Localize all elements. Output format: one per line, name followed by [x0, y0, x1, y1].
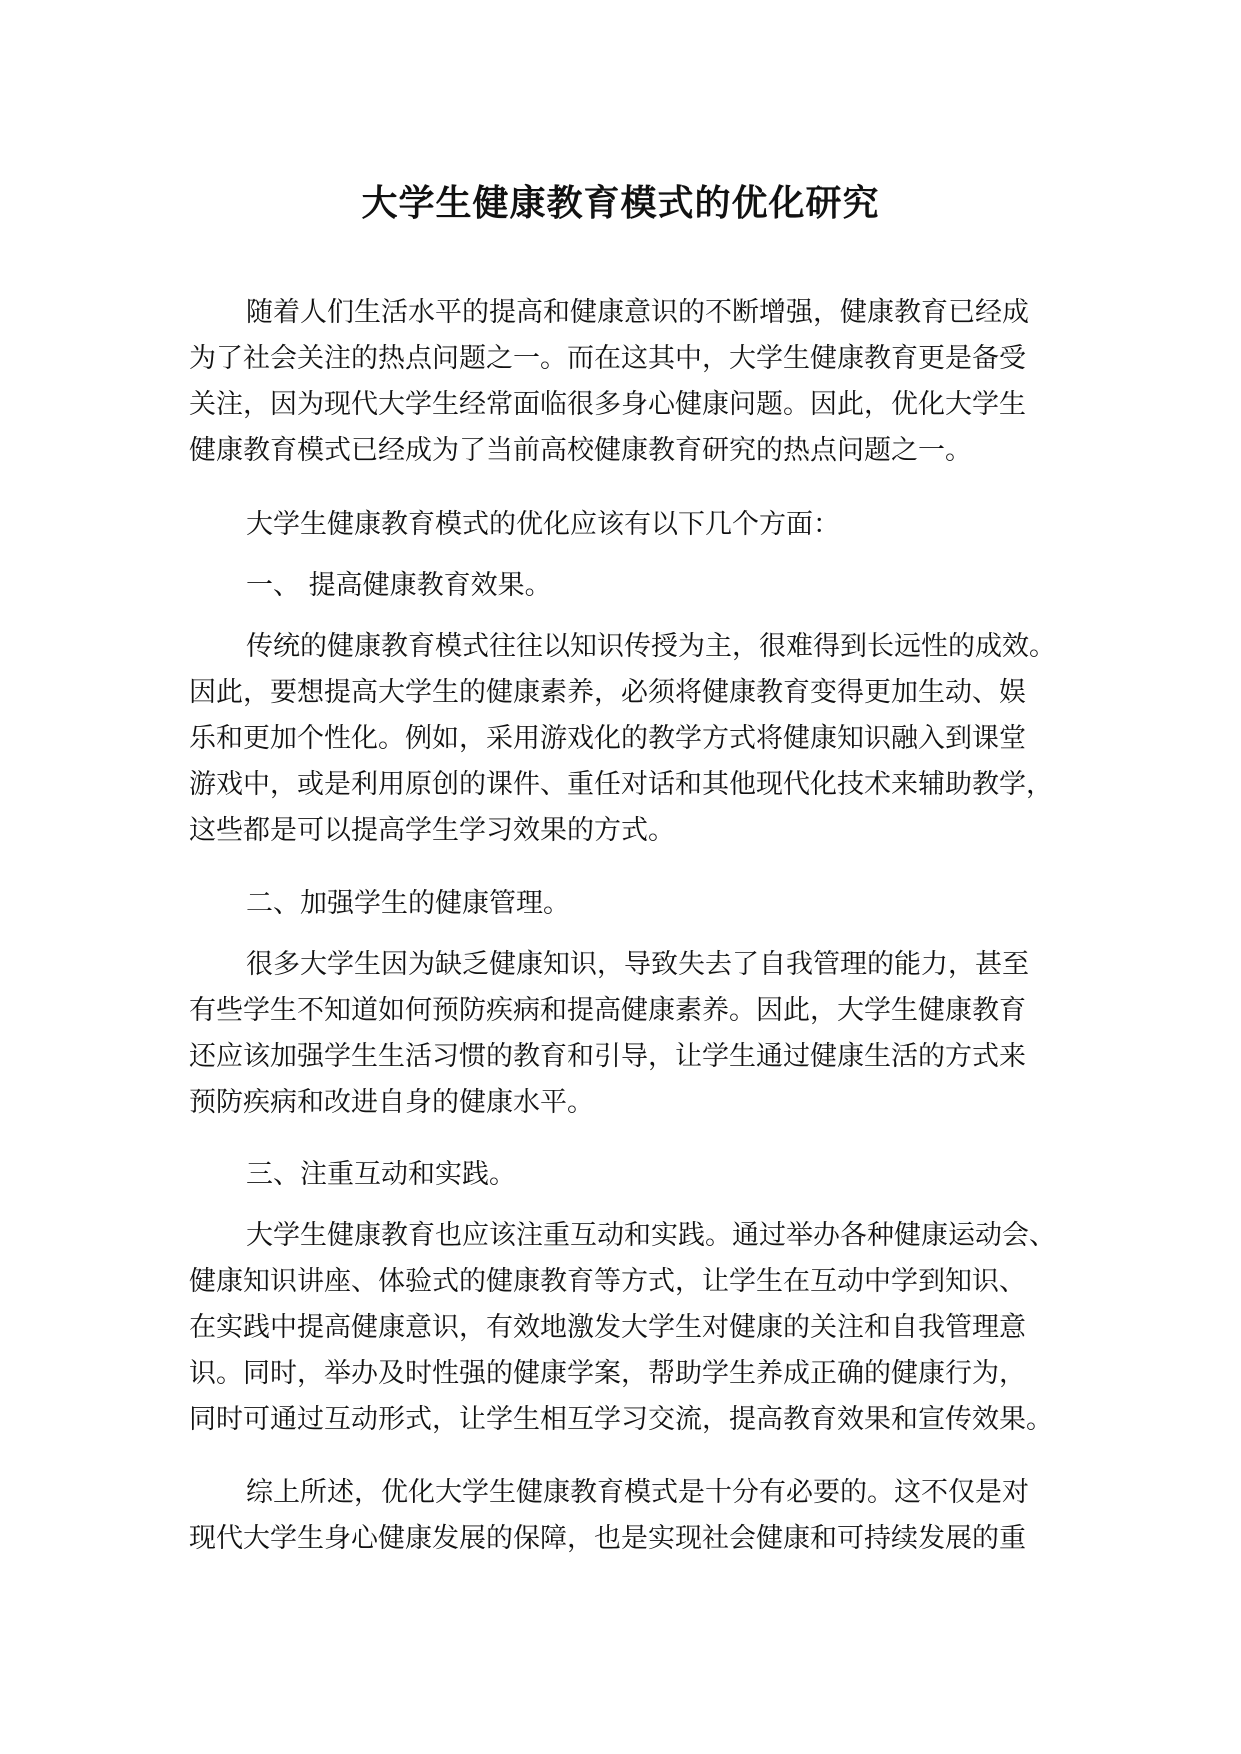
paragraph-line: 很多大学生因为缺乏健康知识，导致失去了自我管理的能力，甚至: [246, 949, 1029, 980]
paragraph-line: 因此，要想提高大学生的健康素养，必须将健康教育变得更加生动、娱: [189, 677, 1026, 708]
paragraph-line: 健康知识讲座、体验式的健康教育等方式，让学生在互动中学到知识、: [189, 1266, 1026, 1297]
paragraph-line: 大学生健康教育也应该注重互动和实践。通过举办各种健康运动会、: [246, 1220, 1056, 1251]
paragraph-line: 识。同时，举办及时性强的健康学案，帮助学生养成正确的健康行为，: [189, 1358, 1026, 1389]
heading-line: 一、 提高健康教育效果。: [246, 570, 552, 601]
paragraph-section-1: [189, 624, 1069, 854]
paragraph-line: 预防疾病和改进自身的健康水平。: [189, 1087, 594, 1118]
paragraph-line: 传统的健康教育模式往往以知识传授为主，很难得到长远性的成效。: [246, 631, 1056, 662]
paragraph-line: 现代大学生身心健康发展的保障，也是实现社会健康和可持续发展的重: [189, 1523, 1026, 1554]
paragraph-line: 还应该加强学生生活习惯的教育和引导，让学生通过健康生活的方式来: [189, 1041, 1026, 1072]
section-heading-1: [189, 563, 1069, 609]
document-title: 大学生健康教育模式的优化研究: [361, 183, 880, 224]
paragraph-line: 为了社会关注的热点问题之一。而在这其中，大学生健康教育更是备受: [189, 343, 1026, 374]
paragraph-line: 游戏中，或是利用原创的课件、重任对话和其他现代化技术来辅助教学，: [189, 769, 1053, 800]
paragraph-line: 健康教育模式已经成为了当前高校健康教育研究的热点问题之一。: [189, 435, 972, 466]
section-heading-2: [189, 881, 1069, 927]
paragraph-line: 随着人们生活水平的提高和健康意识的不断增强，健康教育已经成: [246, 297, 1029, 328]
paragraph-line: 乐和更加个性化。例如，采用游戏化的教学方式将健康知识融入到课堂: [189, 723, 1026, 754]
paragraph-line: 综上所述，优化大学生健康教育模式是十分有必要的。这不仅是对: [246, 1477, 1029, 1508]
heading-line: 二、加强学生的健康管理。: [246, 888, 570, 919]
paragraph-overview: [189, 502, 1069, 548]
paragraph-line: 关注，因为现代大学生经常面临很多身心健康问题。因此，优化大学生: [189, 389, 1026, 420]
section-heading-3: [189, 1152, 1069, 1198]
paragraph-intro: [189, 290, 1069, 474]
paragraph-line: 大学生健康教育模式的优化应该有以下几个方面：: [246, 509, 840, 540]
paragraph-line: 在实践中提高健康意识，有效地激发大学生对健康的关注和自我管理意: [189, 1312, 1026, 1343]
paragraph-line: 同时可通过互动形式，让学生相互学习交流，提高教育效果和宣传效果。: [189, 1404, 1053, 1435]
paragraph-section-3: [189, 1213, 1069, 1443]
paragraph-line: 有些学生不知道如何预防疾病和提高健康素养。因此，大学生健康教育: [189, 995, 1026, 1026]
paragraph-line: 这些都是可以提高学生学习效果的方式。: [189, 815, 675, 846]
paragraph-conclusion: [189, 1470, 1069, 1562]
paragraph-section-2: [189, 942, 1069, 1126]
heading-line: 三、注重互动和实践。: [246, 1159, 516, 1190]
